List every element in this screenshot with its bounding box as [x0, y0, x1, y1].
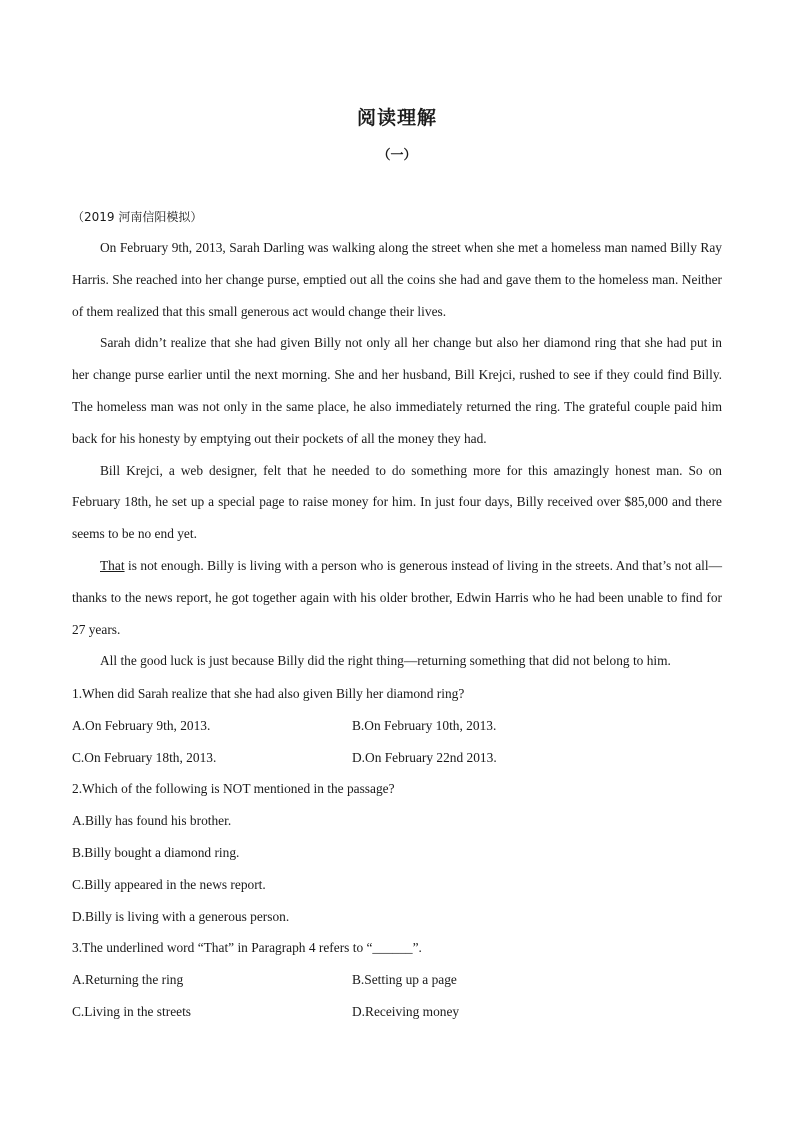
question-list: [72, 678, 722, 1028]
page-title: 阅读理解: [356, 107, 437, 129]
paragraph-4: [72, 550, 722, 645]
question-1-option-c[interactable]: C.On February 18th, 2013.: [72, 749, 217, 765]
section-number: （一）: [377, 148, 417, 163]
paragraph-4-text: is not enough. Billy is living with a person who is generous instead of living in the streets. And that’s not all—thanks to the news report, he got together again with his older brother, Edwin Harris who he had been unable to find for 27 years.: [72, 557, 722, 637]
question-3-options-row-2: [72, 996, 722, 1028]
paragraph-2: Sarah didn’t realize that she had given Billy not only all her change but also her diamond ring that she had put in her change purse earlier until the next morning. She and her husband, Bill Krejci, rushed to see if they could find Billy. The homeless man was not only in the same place, he also immediately returned the ring. The grateful couple paid him back for his honesty by emptying out their pockets of all the money they had.: [72, 335, 722, 446]
question-3-option-b[interactable]: B.Setting up a page: [352, 972, 457, 988]
paragraph-5: All the good luck is just because Billy did the right thing—returning something that did not belong to him.: [100, 653, 671, 669]
reading-passage: [72, 232, 722, 677]
question-3-option-d[interactable]: D.Receiving money: [352, 1003, 460, 1019]
question-2-option-b[interactable]: B.Billy bought a diamond ring.: [72, 844, 240, 860]
question-2-stem: 2.Which of the following is NOT mentioned in the passage?: [72, 781, 395, 797]
question-3-option-a[interactable]: A.Returning the ring: [72, 972, 184, 988]
question-3-option-c[interactable]: C.Living in the streets: [72, 1003, 192, 1019]
question-1-options-row-2: [72, 742, 722, 774]
source-note: （2019 河南信阳模拟）: [72, 210, 203, 224]
question-1-option-b[interactable]: B.On February 10th, 2013.: [352, 717, 497, 733]
question-1-stem: 1.When did Sarah realize that she had also given Billy her diamond ring?: [72, 686, 465, 701]
underlined-word: That: [100, 557, 125, 573]
question-2-option-d[interactable]: D.Billy is living with a generous person.: [72, 908, 290, 924]
question-1-options-row-1: [72, 710, 722, 742]
question-3-stem: 3.The underlined word “That” in Paragraph 4 refers to “______”.: [72, 940, 422, 956]
question-2-option-a[interactable]: A.Billy has found his brother.: [72, 813, 232, 829]
paragraph-1: On February 9th, 2013, Sarah Darling was walking along the street when she met a homeless man named Billy Ray Harris. She reached into her change purse, emptied out all the coins she had and gave them to the homeless man. Neither of them realized that this small generous act would change their lives.: [72, 240, 722, 319]
paragraph-3: Bill Krejci, a web designer, felt that he needed to do something more for this amazingly honest man. So on February 18th, he set up a special page to raise money for him. In just four days, Billy received over $85,000 and there seems to be no end yet.: [72, 462, 722, 542]
question-1-option-a[interactable]: A.On February 9th, 2013.: [72, 717, 211, 733]
question-2-options: [72, 805, 722, 932]
question-2-option-c[interactable]: C.Billy appeared in the news report.: [72, 876, 266, 892]
question-3-options-row-1: [72, 964, 722, 996]
question-1-option-d[interactable]: D.On February 22nd 2013.: [352, 749, 497, 765]
